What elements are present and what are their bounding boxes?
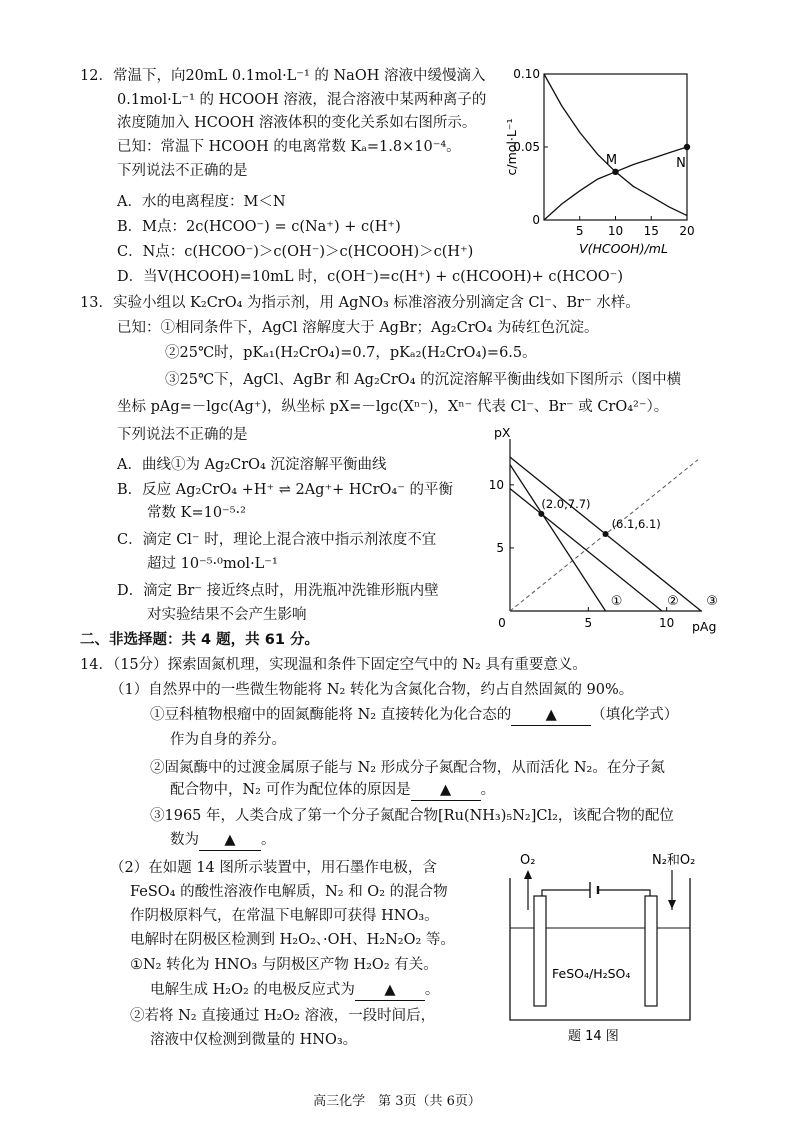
q13-question-prompt: 下列说法不正确的是: [117, 427, 248, 443]
q14-2-sub-1: ①N₂ 转化为 HNO₃ 与阴极区产物 H₂O₂ 有关。: [130, 957, 438, 973]
solubility-equilibrium-chart: [480, 425, 720, 635]
x-tick-label: 15: [643, 224, 659, 238]
series-line-1: [544, 74, 687, 216]
x-axis-label: V(HCOOH)/mL: [579, 241, 668, 256]
electrolysis-apparatus: [490, 848, 720, 1048]
q14-1-sub-3-end: 。: [261, 832, 276, 848]
up-arrow-icon: [524, 870, 532, 879]
down-arrow-icon: [668, 900, 676, 909]
point-N: [684, 144, 690, 150]
q14-1-sub-1-text: ①豆科植物根瘤中的固氮酶能将 N₂ 直接转化为化合态的: [150, 707, 512, 723]
blank-triangle-icon: ▲: [384, 982, 396, 998]
anode-electrode: [534, 896, 546, 1006]
x-axis-label: pAg: [692, 619, 717, 634]
q13-option-a: A．曲线①为 Ag₂CrO₄ 沉淀溶解平衡曲线: [117, 457, 387, 473]
q12-option-b: B．M点：2c(HCOO⁻) = c(Na⁺) + c(H⁺): [117, 219, 401, 235]
q13-option-c-cont: 超过 10⁻⁵·⁰mol·L⁻¹: [147, 556, 278, 572]
y-axis-label: c/mol·L⁻¹: [504, 118, 519, 176]
y-tick-label: 10: [488, 477, 504, 492]
y-tick-label: 0: [532, 213, 540, 227]
q13-given-1: 已知：①相同条件下，AgCl 溶解度大于 AgBr；Ag₂CrO₄ 为砖红色沉淀。: [117, 320, 599, 336]
q12-question-prompt: 下列说法不正确的是: [117, 163, 248, 179]
q14-1-sub-2-cont: [170, 780, 495, 801]
answer-blank[interactable]: [411, 780, 481, 801]
point-1: [538, 511, 544, 517]
x-tick-label: 0: [498, 616, 506, 630]
q14-2-sub-1-cont: [150, 980, 439, 1001]
q14-1-sub-3: ③1965 年，人类合成了第一个分子氮配合物[Ru(NH₃)₅N₂]Cl₂，该配合物的配位: [150, 808, 674, 824]
q13-given-3-cont: 坐标 pAg=－lgc(Ag⁺)，纵坐标 pX=－lgc(Xⁿ⁻)，Xⁿ⁻ 代表 Cl⁻、Br⁻ 或 CrO₄²⁻）。: [117, 399, 669, 415]
q13-stem-line-1: 13．实验小组以 K₂CrO₄ 为指示剂，用 AgNO₃ 标准溶液分别滴定含 Cl⁻、Br⁻ 水样。: [80, 295, 640, 311]
q14-part-2-line-3: 作阴极原料气，在常温下电解即可获得 HNO₃。: [130, 908, 439, 924]
q13-given-3: ③25℃下，AgCl、AgBr 和 Ag₂CrO₄ 的沉淀溶解平衡曲线如下图所示（图中横: [165, 372, 682, 388]
q12-stem-line-3: 浓度随加入 HCOOH 溶液体积的变化关系如右图所示。: [117, 115, 477, 131]
q14-part-2-line-4: 电解时在阴极区检测到 H₂O₂、·OH、H₂N₂O₂ 等。: [130, 932, 455, 948]
q14-1-sub-2-end: 。: [480, 782, 496, 798]
q14-2-sub-1-text: 电解生成 H₂O₂ 的电极反应式为: [150, 982, 355, 998]
curve-label-1: ①: [610, 594, 623, 609]
blank-triangle-icon: ▲: [440, 782, 452, 798]
point-2: [603, 531, 609, 537]
q12-stem-line-1: 12．常温下，向20mL 0.1mol·L⁻¹ 的 NaOH 溶液中缓慢滴入: [80, 68, 486, 84]
y-tick-label: 5: [496, 540, 504, 555]
blank-triangle-icon: ▲: [224, 832, 236, 848]
curve-label-3: ③: [706, 594, 718, 609]
x-tick-label: 5: [584, 616, 593, 630]
point-M: [612, 169, 618, 175]
x-tick-label: 10: [607, 224, 624, 238]
q13-option-b: B．反应 Ag₂CrO₄ +H⁺ ⇌ 2Ag⁺+ HCrO₄⁻ 的平衡: [117, 482, 454, 498]
answer-blank[interactable]: [511, 705, 591, 726]
q14-2-sub-2-cont: 溶液中仅检测到微量的 HNO₃。: [150, 1032, 358, 1048]
q14-1-sub-3-cont: [170, 830, 276, 851]
curve-label-2: ②: [667, 594, 679, 609]
q13-option-d: D．滴定 Br⁻ 接近终点时，用洗瓶冲洗锥形瓶内壁: [117, 583, 439, 599]
q14-part-2: （2）在如题 14 图所示装置中，用石墨作电极，含: [110, 860, 437, 876]
point-label-N: N: [676, 156, 686, 171]
curve-1: [510, 465, 606, 611]
o2-label: O₂: [520, 853, 536, 868]
q12-option-c: C．N点：c(HCOO⁻)＞c(OH⁻)＞c(HCOOH)＞c(H⁺): [117, 244, 474, 260]
q12-option-d: D．当V(HCOOH)=10mL 时，c(OH⁻)=c(H⁺) + c(HCOOH)+ c(HCOO⁻): [117, 269, 623, 285]
q14-1-sub-2: ②固氮酶中的过渡金属原子能与 N₂ 形成分子氮配合物，从而活化 N₂。在分子氮: [150, 760, 665, 776]
electrolyte-label: FeSO₄/H₂SO₄: [552, 966, 631, 981]
q13-option-d-cont: 对实验结果不会产生影响: [147, 607, 307, 623]
cathode-electrode: [645, 896, 657, 1006]
point-label-1: (2.0,7.7): [541, 496, 591, 511]
q14-1-sub-1-hint: （填化学式）: [591, 707, 679, 723]
x-tick-label: 5: [575, 224, 584, 238]
q13-option-c: C．滴定 Cl⁻ 时，理论上混合液中指示剂浓度不宜: [117, 532, 437, 548]
q12-stem-line-2: 0.1mol·L⁻¹ 的 HCOOH 溶液，混合溶液中某两种离子的: [117, 92, 487, 108]
section-heading: 二、非选择题：共 4 题，共 61 分。: [80, 632, 319, 648]
answer-blank[interactable]: [355, 980, 425, 1001]
q13-given-2: ②25℃时，pKₐ₁(H₂CrO₄)=0.7，pKₐ₂(H₂CrO₄)=6.5。: [165, 345, 537, 361]
q14-2-sub-2: ②若将 N₂ 直接通过 H₂O₂ 溶液，一段时间后，: [130, 1008, 436, 1024]
q14-1-sub-1: [150, 705, 678, 726]
blank-triangle-icon: ▲: [545, 707, 557, 723]
q14-part-2-line-2: FeSO₄ 的酸性溶液作电解质，N₂ 和 O₂ 的混合物: [130, 884, 448, 900]
q14-stem: 14．（15分）探索固氮机理，实现温和条件下固定空气中的 N₂ 具有重要意义。: [80, 657, 587, 673]
point-label-M: M: [605, 152, 618, 168]
q14-1-sub-3-text: 数为: [170, 832, 199, 848]
y-axis-label: pX: [494, 425, 511, 440]
y-tick-label: 0.10: [513, 67, 540, 81]
concentration-chart: [494, 60, 714, 260]
page-footer: 高三化学 第 3页（共 6页）: [313, 1094, 481, 1109]
q12-stem-line-4: 已知：常温下 HCOOH 的电离常数 Kₐ=1.8×10⁻⁴。: [117, 139, 461, 155]
n2-o2-label: N₂和O₂: [652, 853, 696, 868]
q14-1-sub-2-text: 配合物中，N₂ 可作为配位体的原因是: [170, 782, 411, 798]
point-label-2: (6.1,6.1): [611, 517, 661, 532]
q14-2-sub-1-end: 。: [424, 982, 440, 998]
x-tick-label: 10: [659, 616, 675, 630]
plot-frame: [544, 74, 687, 220]
q12-option-a: A．水的电离程度：M＜N: [117, 194, 286, 210]
y-tick-label: 0.05: [513, 140, 540, 154]
q13-option-b-cont: 常数 K=10⁻⁵·²: [147, 505, 246, 521]
q14-1-sub-1-cont: 作为自身的养分。: [170, 732, 286, 748]
q14-part-1: （1）自然界中的一些微生物能将 N₂ 转化为含氮化合物，约占自然固氮的 90%。: [110, 682, 634, 698]
figure-caption: 题 14 图: [568, 1029, 619, 1044]
x-tick-label: 20: [679, 224, 695, 238]
answer-blank[interactable]: [199, 830, 261, 851]
